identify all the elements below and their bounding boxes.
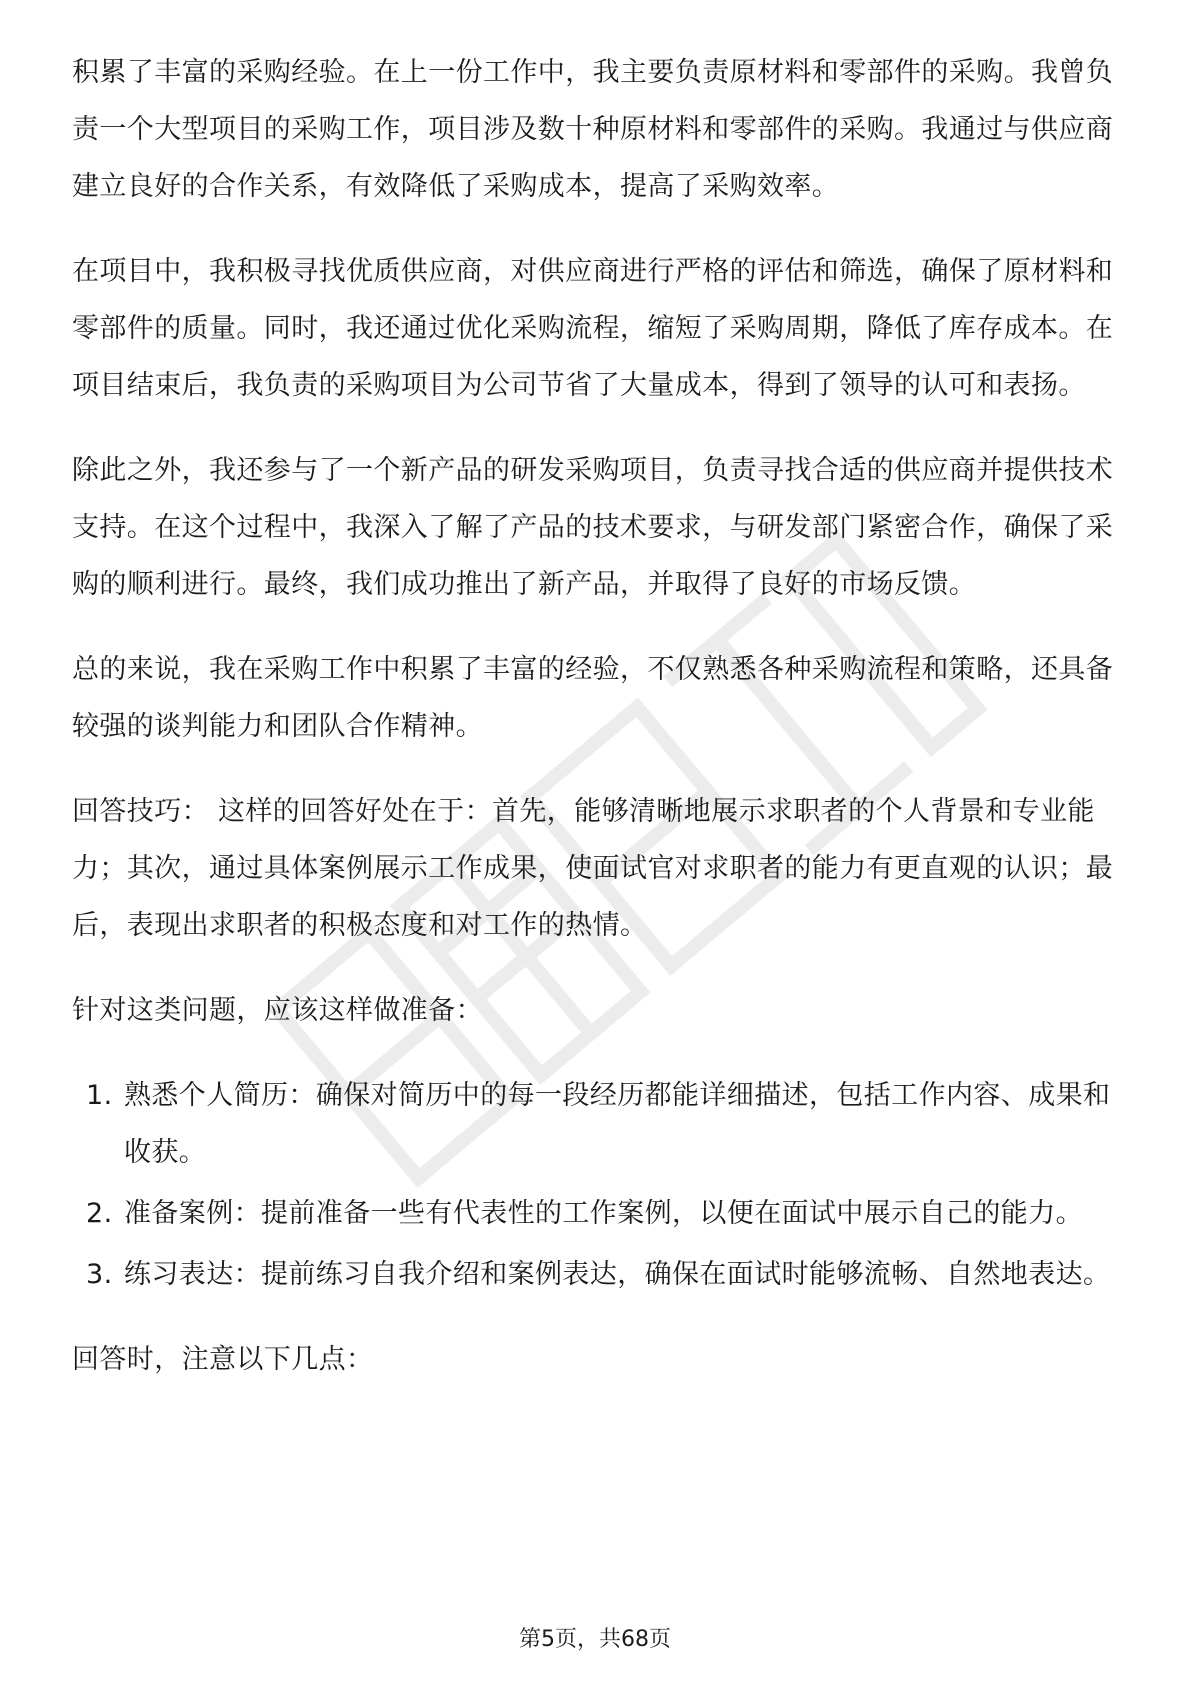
list-text: 练习表达：提前练习自我介绍和案例表达，确保在面试时能够流畅、自然地表达。 bbox=[124, 1259, 1111, 1290]
paragraph-summary: 总的来说，我在采购工作中积累了丰富的经验，不仅熟悉各种采购流程和策略，还具备较强的谈判能力和团队合作精神。 bbox=[72, 654, 1114, 742]
prep-steps-list bbox=[72, 1067, 1122, 1303]
paragraph-rnd: 除此之外，我还参与了一个新产品的研发采购项目，负责寻找合适的供应商并提供技术支持。在这个过程中，我深入了解了产品的技术要求，与研发部门紧密合作，确保了采购的顺利进行。最终，我们成功推出了新产品，并取得了良好的市场反馈。 bbox=[72, 455, 1114, 600]
main-content bbox=[72, 44, 1122, 1416]
paragraph-experience: 积累了丰富的采购经验。在上一份工作中，我主要负责原材料和零部件的采购。我曾负责一个大型项目的采购工作，项目涉及数十种原材料和零部件的采购。我通过与供应商建立良好的合作关系，有效降低了采购成本，提高了采购效率。 bbox=[72, 57, 1114, 202]
list-number: 3. bbox=[86, 1259, 113, 1290]
list-text: 熟悉个人简历：确保对简历中的每一段经历都能详细描述，包括工作内容、成果和收获。 bbox=[124, 1080, 1111, 1168]
paragraph-tips: 回答技巧： 这样的回答好处在于：首先，能够清晰地展示求职者的个人背景和专业能力；其次，通过具体案例展示工作成果，使面试官对求职者的能力有更直观的认识；最后，表现出求职者的积极态度和对工作的热情。 bbox=[72, 796, 1114, 941]
list-item bbox=[72, 1246, 1122, 1303]
list-number: 2. bbox=[86, 1198, 113, 1229]
list-text: 准备案例：提前准备一些有代表性的工作案例，以便在面试中展示自己的能力。 bbox=[124, 1198, 1083, 1229]
paragraph-closing: 回答时，注意以下几点： bbox=[72, 1344, 374, 1375]
paragraph-project: 在项目中，我积极寻找优质供应商，对供应商进行严格的评估和筛选，确保了原材料和零部件的质量。同时，我还通过优化采购流程，缩短了采购周期，降低了库存成本。在项目结束后，我负责的采购项目为公司节省了大量成本，得到了领导的认可和表扬。 bbox=[72, 256, 1114, 401]
list-number: 1. bbox=[86, 1080, 113, 1111]
page-number-footer: 第5页，共68页 bbox=[519, 1627, 671, 1652]
list-item bbox=[72, 1185, 1122, 1242]
list-item bbox=[72, 1067, 1122, 1181]
paragraph-prep-intro: 针对这类问题，应该这样做准备： bbox=[72, 995, 483, 1026]
